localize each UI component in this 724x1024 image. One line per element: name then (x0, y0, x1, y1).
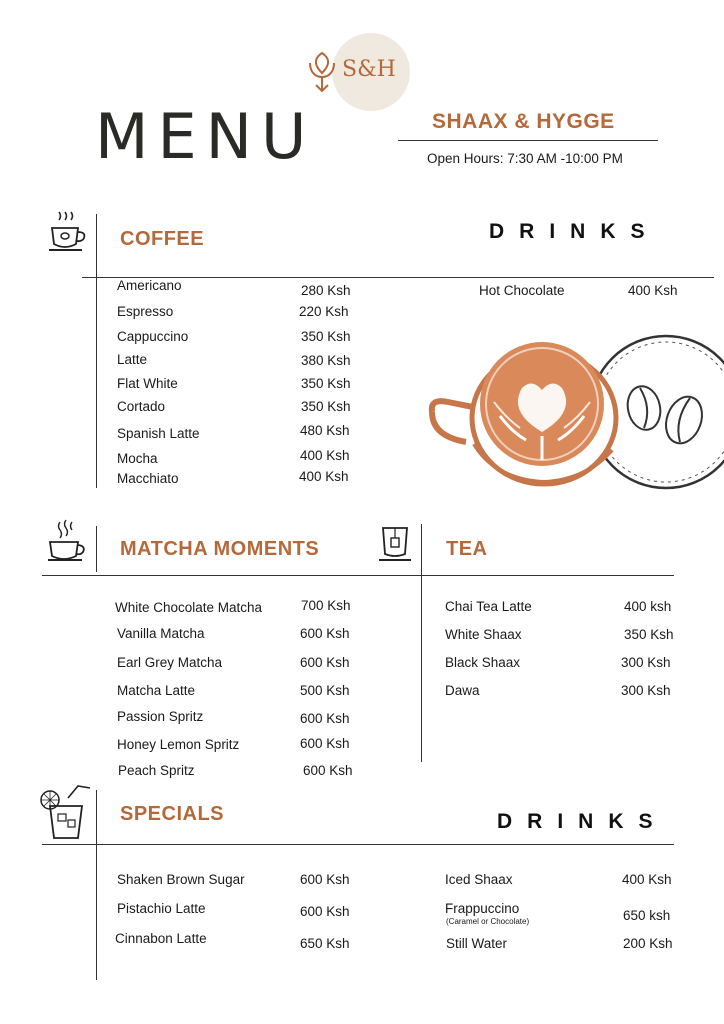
coffee-item: Cortado (117, 399, 166, 414)
header-divider (398, 140, 658, 141)
coffee-price: 400 Ksh (300, 448, 350, 463)
logo-text: S&H (342, 57, 396, 82)
matcha-item: Earl Grey Matcha (117, 655, 223, 670)
menu-title: MENU (95, 100, 316, 173)
coffee-item: Latte (117, 352, 148, 367)
matcha-price: 600 Ksh (303, 763, 353, 778)
specials-item: Shaken Brown Sugar (117, 872, 245, 887)
coffee-price: 350 Ksh (301, 329, 351, 344)
drinks-bottom-item: Frappuccino (445, 901, 520, 916)
coffee-price: 480 Ksh (300, 423, 350, 438)
matcha-item: White Chocolate Matcha (115, 600, 263, 615)
matcha-price: 600 Ksh (300, 626, 350, 641)
matcha-price: 600 Ksh (300, 736, 350, 751)
matcha-item: Matcha Latte (117, 683, 196, 698)
matcha-item: Peach Spritz (118, 763, 195, 778)
open-hours: Open Hours: 7:30 AM -10:00 PM (427, 151, 623, 166)
specials-divider (42, 844, 674, 845)
drinks-bottom-item: Iced Shaax (445, 872, 513, 887)
drinks-bottom-price: 200 Ksh (623, 936, 673, 951)
matcha-price: 700 Ksh (301, 598, 351, 613)
coffee-item: Cappuccino (117, 329, 189, 344)
tea-price: 300 Ksh (621, 655, 671, 670)
cafe-name: SHAAX & HYGGE (432, 110, 615, 133)
coffee-price: 350 Ksh (301, 376, 351, 391)
matcha-item: Honey Lemon Spritz (117, 737, 240, 752)
section-title-specials: SPECIALS (120, 803, 225, 825)
matcha-price: 600 Ksh (300, 711, 350, 726)
specials-item: Pistachio Latte (117, 901, 206, 916)
coffee-item: Mocha (117, 451, 158, 466)
coffee-item: Espresso (117, 304, 174, 319)
logo (306, 33, 412, 113)
coffee-price: 350 Ksh (301, 399, 351, 414)
drinks-bottom-item: Still Water (446, 936, 508, 951)
tea-item: Dawa (445, 683, 480, 698)
coffee-price: 400 Ksh (299, 469, 349, 484)
coffee-item: Flat White (117, 376, 178, 391)
tea-item: Black Shaax (445, 655, 521, 670)
specials-price: 600 Ksh (300, 872, 350, 887)
tea-price: 400 ksh (624, 599, 672, 614)
tea-price: 300 Ksh (621, 683, 671, 698)
matcha-tea-divider (42, 575, 674, 576)
tea-bag-cup-icon (378, 524, 412, 564)
coffee-cup-icon (46, 210, 88, 256)
coffee-item: Macchiato (117, 471, 179, 486)
frappuccino-note: (Caramel or Chocolate) (446, 917, 530, 926)
matcha-item: Vanilla Matcha (117, 626, 205, 641)
drinks-top-item: Hot Chocolate (479, 283, 565, 298)
matcha-vertical-divider (96, 526, 97, 572)
coffee-vertical-divider (96, 214, 97, 488)
section-title-drinks-bottom: DRINKS (497, 810, 668, 833)
steaming-cup-icon (46, 518, 88, 564)
section-title-matcha: MATCHA MOMENTS (120, 538, 320, 560)
iced-drink-icon (38, 784, 94, 842)
coffee-item: Spanish Latte (117, 426, 200, 441)
matcha-price: 500 Ksh (300, 683, 350, 698)
specials-price: 650 Ksh (300, 936, 350, 951)
section-title-drinks-top: DRINKS (489, 220, 660, 243)
specials-vertical-divider (96, 790, 97, 980)
drinks-top-price: 400 Ksh (628, 283, 678, 298)
matcha-item: Passion Spritz (117, 709, 204, 724)
tea-item: White Shaax (445, 627, 522, 642)
section-title-tea: TEA (446, 538, 488, 560)
drinks-bottom-price: 400 Ksh (622, 872, 672, 887)
coffee-item: Americano (117, 278, 182, 293)
coffee-price: 280 Ksh (301, 283, 351, 298)
specials-item: Cinnabon Latte (115, 931, 207, 946)
coffee-price: 380 Ksh (301, 353, 351, 368)
section-title-coffee: COFFEE (120, 228, 205, 250)
tea-vertical-divider (421, 524, 422, 762)
tea-price: 350 Ksh (624, 627, 674, 642)
flower-cup-icon (306, 49, 338, 95)
specials-price: 600 Ksh (300, 904, 350, 919)
drinks-bottom-price: 650 ksh (623, 908, 671, 923)
coffee-price: 220 Ksh (299, 304, 349, 319)
matcha-price: 600 Ksh (300, 655, 350, 670)
coffee-beans-illustration (624, 382, 708, 450)
tea-item: Chai Tea Latte (445, 599, 532, 614)
